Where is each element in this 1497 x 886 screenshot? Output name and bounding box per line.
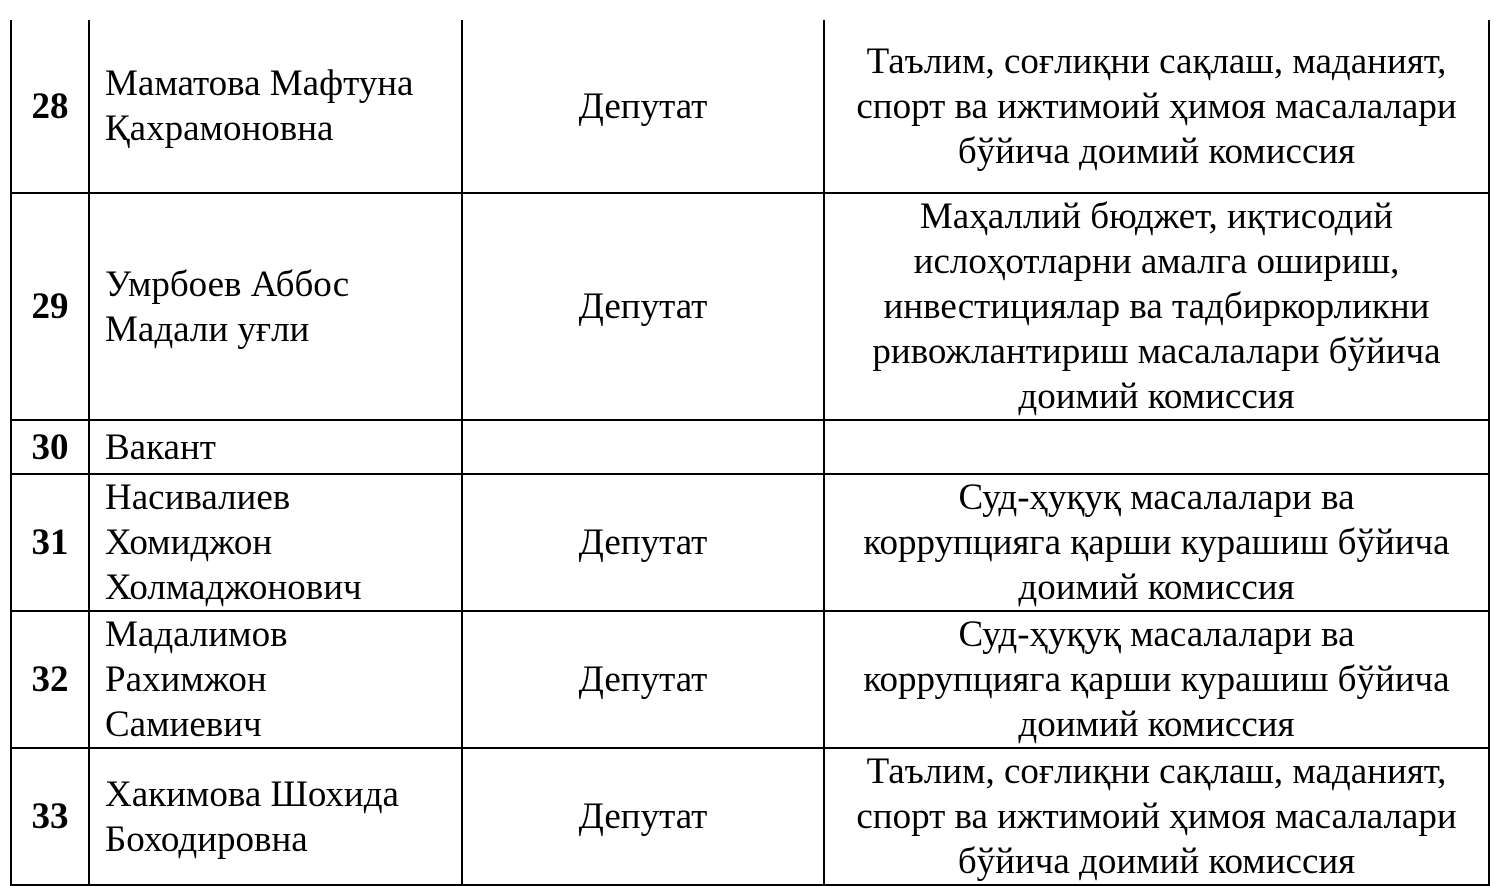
deputy-position: Депутат bbox=[462, 748, 824, 885]
deputy-name: Мадалимов Рахимжон Самиевич bbox=[89, 611, 462, 748]
row-number: 28 bbox=[11, 20, 89, 193]
deputy-commission: Суд-ҳуқуқ масалалари ва коррупцияга қарши курашиш бўйича доимий комиссия bbox=[824, 611, 1489, 748]
deputy-position: Депутат bbox=[462, 611, 824, 748]
row-number: 32 bbox=[11, 611, 89, 748]
deputy-name: Маматова Мафтуна Қахрамоновна bbox=[89, 20, 462, 193]
deputy-position: Депутат bbox=[462, 193, 824, 420]
deputy-commission: Таълим, соғлиқни сақлаш, маданият, спорт ва ижтимоий ҳимоя масалалари бўйича доимий комиссия bbox=[824, 748, 1489, 885]
deputy-commission: Маҳаллий бюджет, иқтисодий ислоҳотларни амалга ошириш, инвестициялар ва тадбиркорликни ривожлантириш масалалари бўйича доимий комиссия bbox=[824, 193, 1489, 420]
row-number: 33 bbox=[11, 748, 89, 885]
table-row bbox=[11, 474, 1489, 611]
deputy-commission: Суд-ҳуқуқ масалалари ва коррупцияга қарши курашиш бўйича доимий комиссия bbox=[824, 474, 1489, 611]
table-row bbox=[11, 611, 1489, 748]
deputy-name: Хакимова Шохида Боходировна bbox=[89, 748, 462, 885]
deputy-position: Депутат bbox=[462, 474, 824, 611]
row-number: 29 bbox=[11, 193, 89, 420]
table-row bbox=[11, 748, 1489, 885]
row-number: 30 bbox=[11, 420, 89, 474]
deputy-commission bbox=[824, 420, 1489, 474]
deputies-table bbox=[10, 20, 1490, 886]
deputy-name: Умрбоев Аббос Мадали уғли bbox=[89, 193, 462, 420]
table-row bbox=[11, 20, 1489, 193]
deputy-commission: Таълим, соғлиқни сақлаш, маданият, спорт ва ижтимоий ҳимоя масалалари бўйича доимий комиссия bbox=[824, 20, 1489, 193]
deputy-position: Депутат bbox=[462, 20, 824, 193]
deputy-position bbox=[462, 420, 824, 474]
deputy-name: Насивалиев Хомиджон Холмаджонович bbox=[89, 474, 462, 611]
table-row bbox=[11, 420, 1489, 474]
table-row bbox=[11, 193, 1489, 420]
deputy-name: Вакант bbox=[89, 420, 462, 474]
row-number: 31 bbox=[11, 474, 89, 611]
